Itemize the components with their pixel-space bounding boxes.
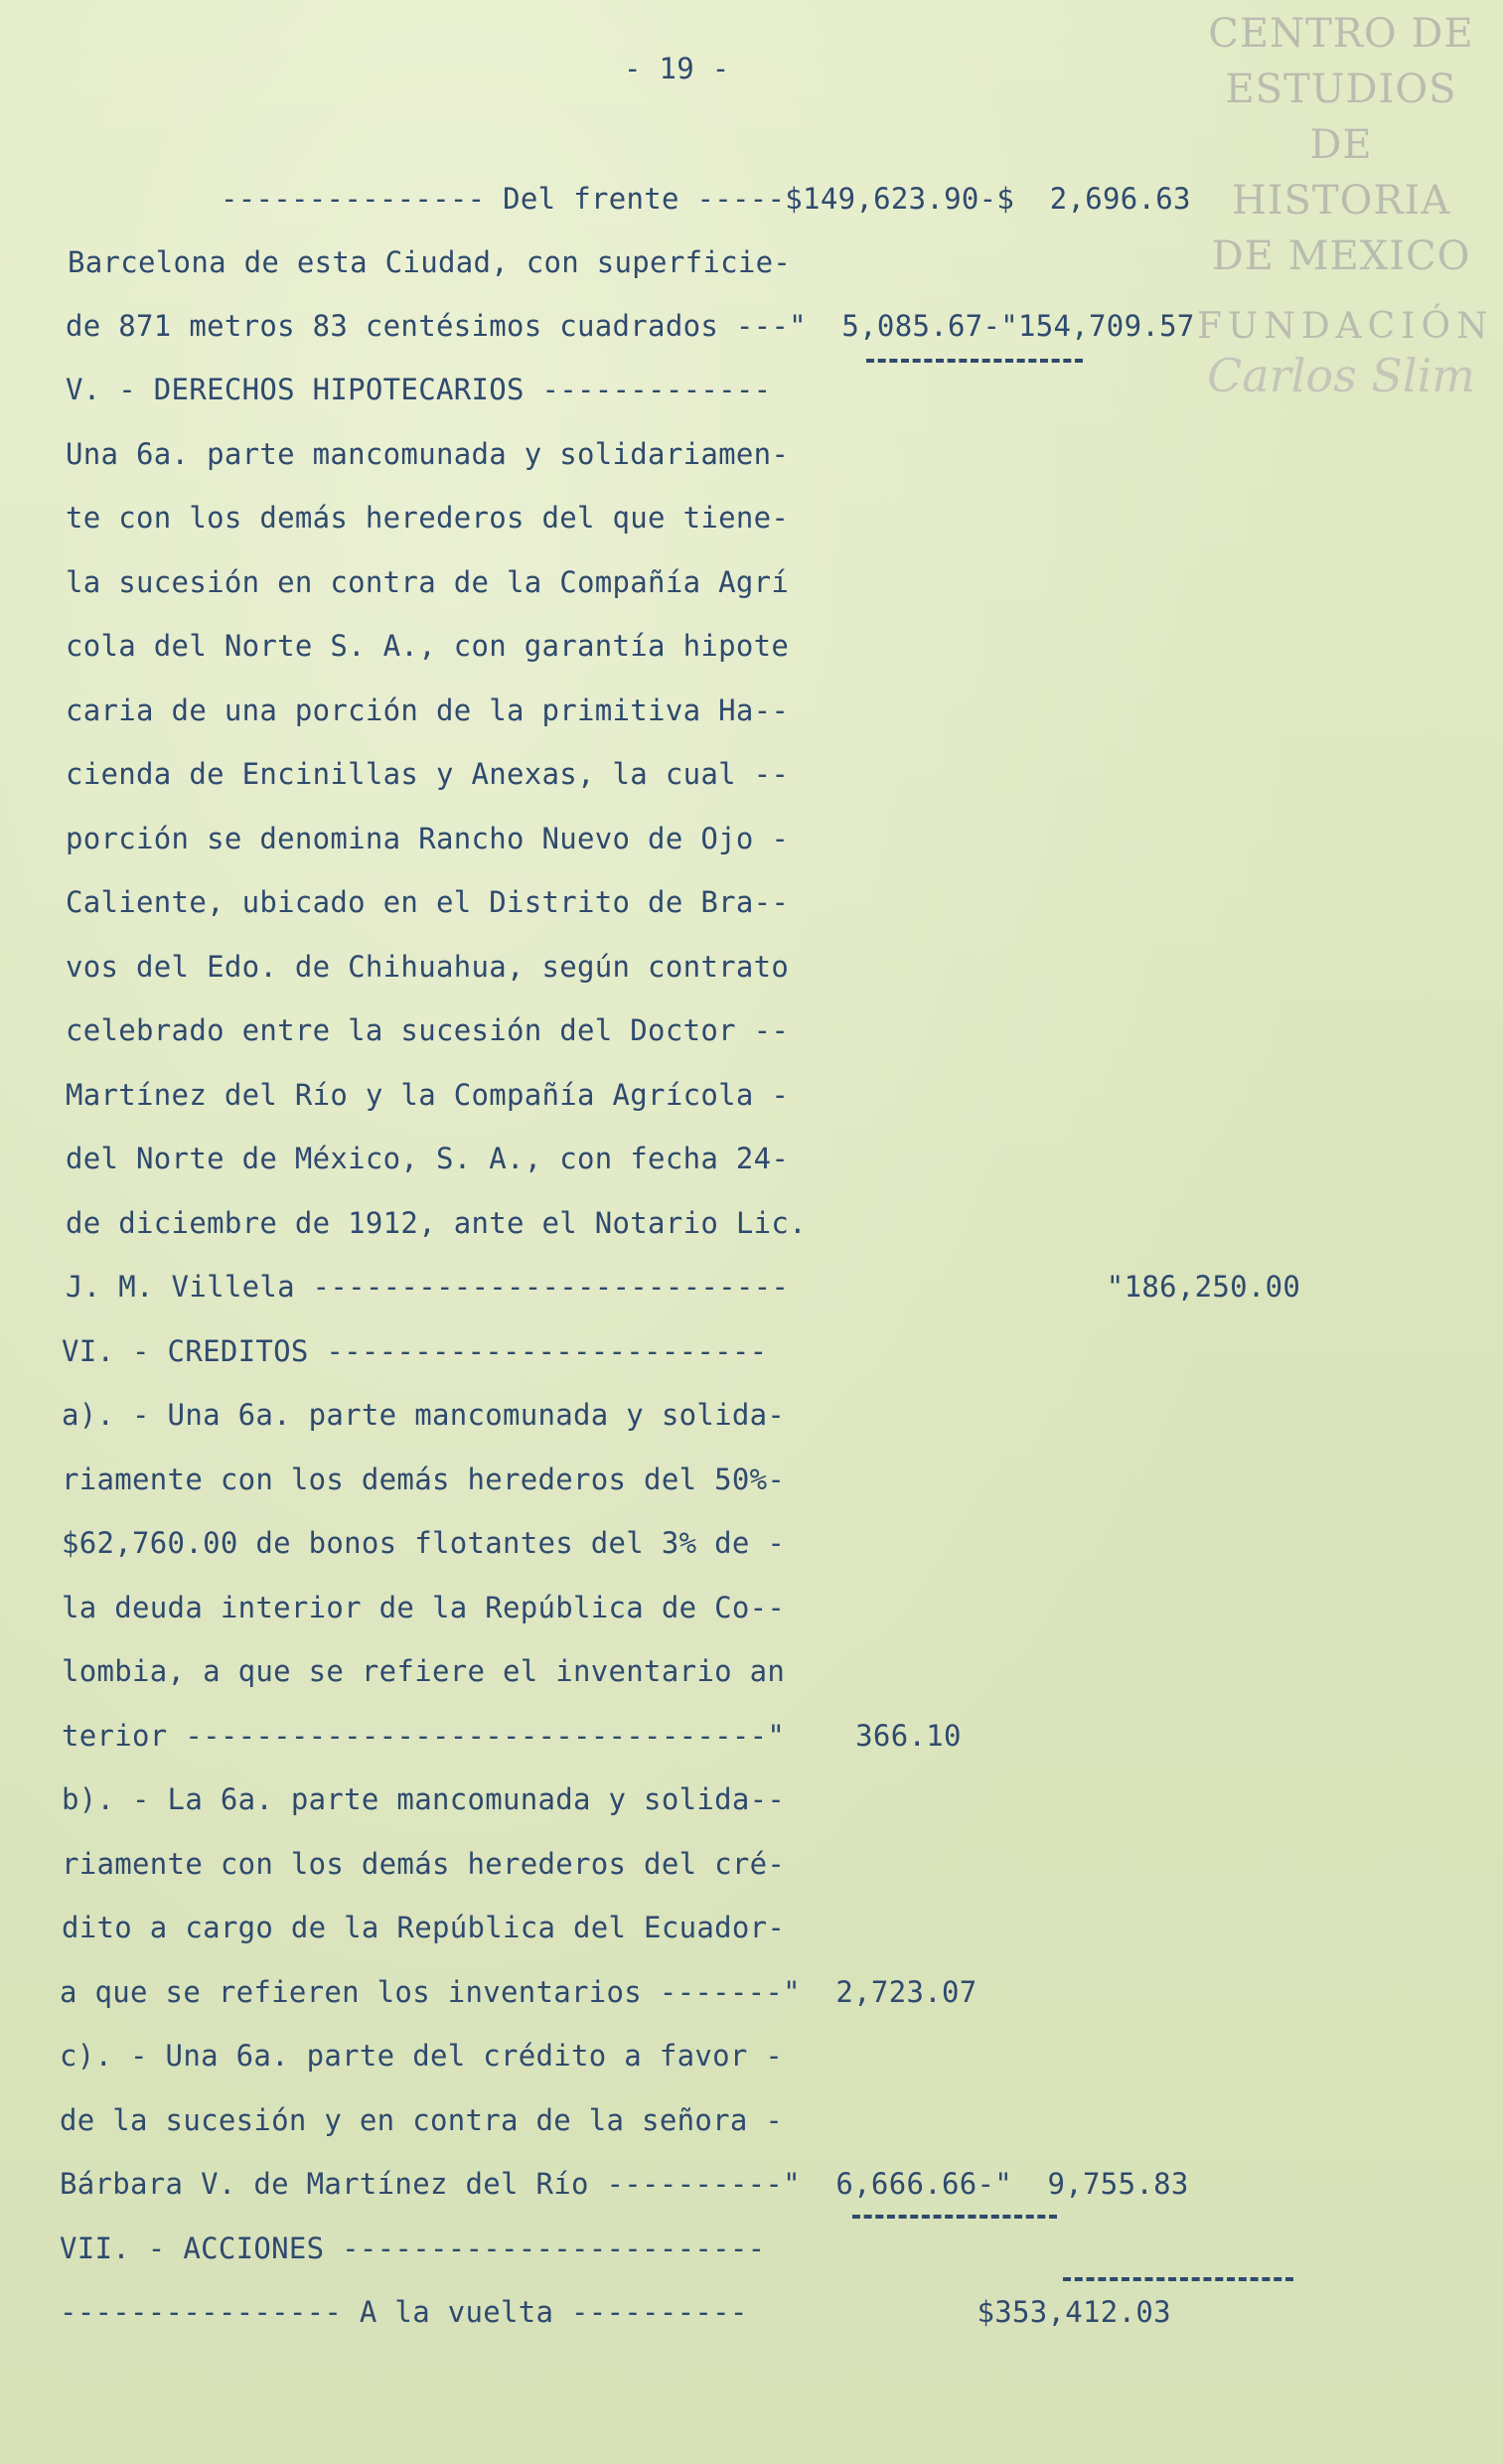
section-heading: VII. - ACCIONES ------------------------ [60,2232,766,2265]
sum-rule [852,2215,1057,2219]
text-line: de la sucesión y en contra de la señora - [60,2103,784,2137]
sum-rule [866,359,1083,363]
text-line: Martínez del Río y la Compañía Agrícola - [66,1078,790,1112]
text-line: c). - Una 6a. parte del crédito a favor - [60,2039,784,2073]
watermark-signature: Carlos Slim [1207,349,1475,402]
text-line: terior ---------------------------------" 366.10 [62,1719,962,1753]
text-line: dito a cargo de la República del Ecuador- [62,1911,786,1944]
section-heading: VI. - CREDITOS ------------------------- [62,1334,768,1368]
text-line: Caliente, ubicado en el Distrito de Bra-- [66,885,790,919]
text-line: riamente con los demás herederos del 50%- [62,1463,786,1496]
text-line: riamente con los demás herederos del cré- [62,1847,786,1881]
watermark-line-2: ESTUDIOS [1225,67,1457,112]
text-line: vos del Edo. de Chihuahua, según contrato [66,950,790,984]
text-line: a que se refieren los inventarios -------" 2,723.07 [60,1975,977,2009]
watermark-line-1: CENTRO DE [1208,11,1474,57]
text-line: Una 6a. parte mancomunada y solidariamen- [66,437,790,471]
text-line: Bárbara V. de Martínez del Río ----------" 6,666.66-" 9,755.83 [60,2167,1189,2201]
carry-forward-line: ---------------- A la vuelta ---------- $353,412.03 [60,2295,1171,2329]
watermark-line-4: DE MEXICO [1211,233,1471,279]
text-line: caria de una porción de la primitiva Ha-- [66,693,790,727]
text-line: --------------- Del frente -----$149,623.90-$ 2,696.63 [221,182,1191,216]
watermark-line-3: DE HISTORIA [1231,122,1451,224]
text-line: Barcelona de esta Ciudad, con superficie- [68,245,792,279]
text-line: cienda de Encinillas y Anexas, la cual -- [66,757,790,791]
watermark-foundation: FUNDACIÓN [1197,306,1494,347]
text-line: del Norte de México, S. A., con fecha 24- [66,1142,790,1175]
text-line: la deuda interior de la República de Co-- [62,1591,786,1624]
text-line: te con los demás herederos del que tiene- [66,501,790,535]
text-line: a). - Una 6a. parte mancomunada y solida- [62,1398,786,1432]
text-line: de 871 metros 83 centésimos cuadrados ---" 5,085.67-"154,709.57 [66,309,1195,343]
text-line: lombia, a que se refiere el inventario an [62,1654,786,1688]
text-line: J. M. Villela --------------------------- "186,250.00 [66,1270,1301,1304]
page-number: - 19 - [624,52,730,85]
section-heading: V. - DERECHOS HIPOTECARIOS ------------- [66,373,772,406]
text-line: porción se denomina Rancho Nuevo de Ojo - [66,822,790,855]
text-line: b). - La 6a. parte mancomunada y solida-- [62,1782,786,1816]
text-line: celebrado entre la sucesión del Doctor -- [66,1013,790,1047]
text-line: cola del Norte S. A., con garantía hipote [66,629,790,663]
text-line: la sucesión en contra de la Compañía Agrí [66,565,790,599]
total-rule [1063,2277,1293,2281]
text-line: $62,760.00 de bonos flotantes del 3% de - [62,1526,786,1560]
text-line: de diciembre de 1912, ante el Notario Lic. [66,1206,807,1240]
watermark [1197,6,1494,402]
